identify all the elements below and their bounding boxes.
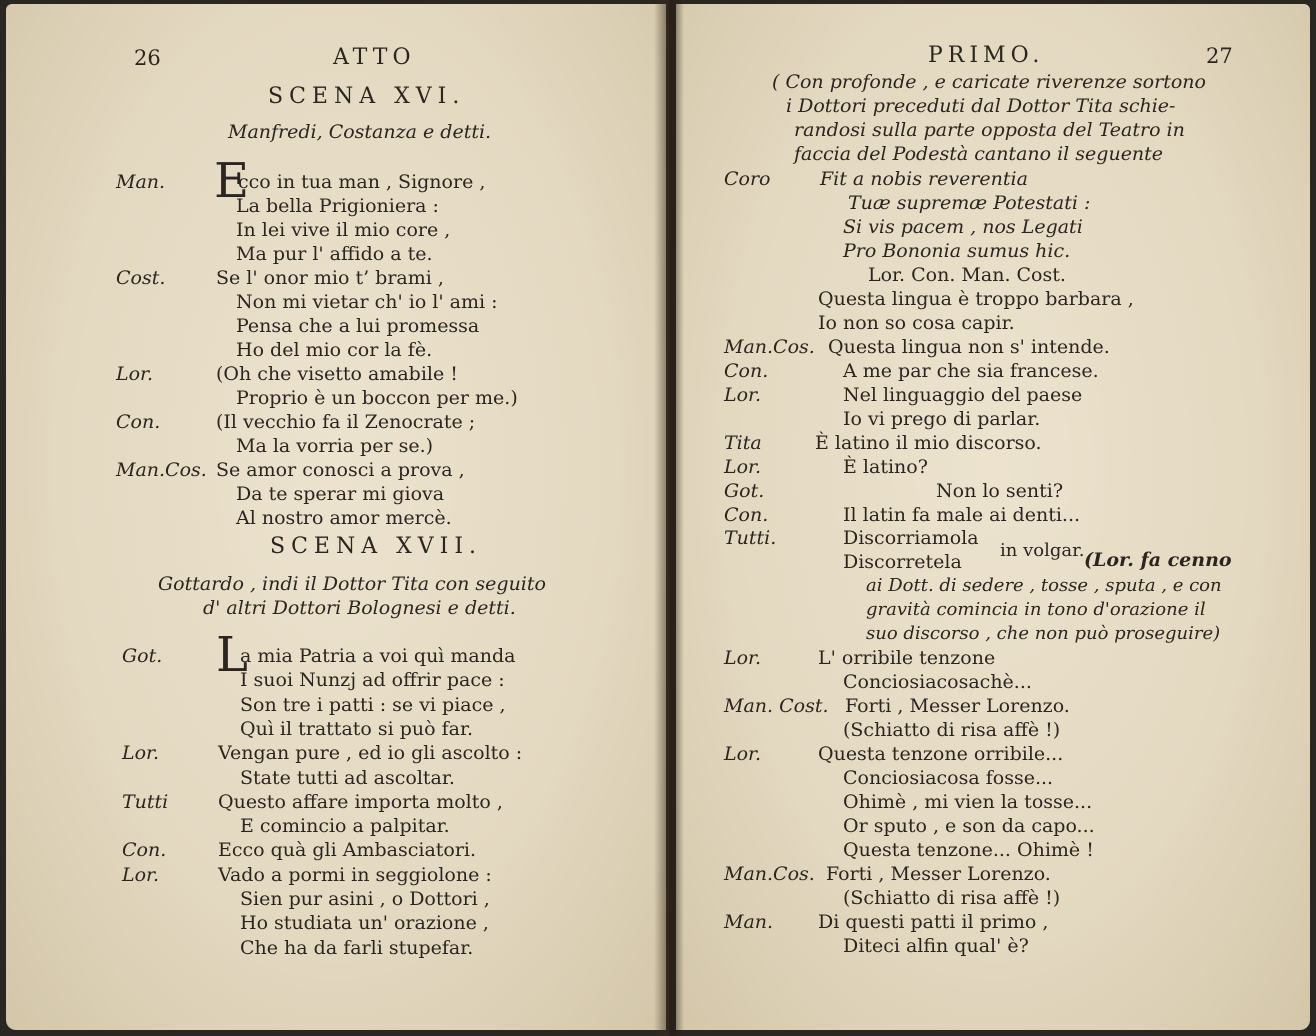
verse-line: Ecco quà gli Ambasciatori.: [218, 839, 477, 862]
tutti-line-1: Discorriamola: [843, 527, 979, 549]
verse-line: La bella Prigioniera :: [236, 195, 439, 217]
running-head-right: PRIMO.: [928, 43, 1045, 68]
speaker-label: Con.: [724, 360, 769, 382]
aside-speakers: Lor. Con. Man. Cost.: [868, 264, 1066, 286]
verse-line: E comincio a palpitar.: [240, 815, 450, 838]
speaker-label: Con.: [122, 839, 167, 862]
book-gutter: [654, 0, 684, 1036]
verse-line: Questa tenzone... Ohimè !: [843, 839, 1094, 861]
speaker-label: Lor.: [724, 647, 762, 669]
verse-line: Io vi prego di parlar.: [843, 408, 1041, 430]
speaker-label: Got.: [122, 645, 163, 667]
stage-direction-line: gravità comincia in tono d'orazione il: [866, 599, 1206, 620]
verse-line: Ma pur l' affido a te.: [236, 243, 433, 265]
verse-line: I suoi Nunzj ad offrir pace :: [240, 669, 505, 692]
speaker-label: Man.Cos.: [724, 863, 815, 885]
verse-line: Conciosiacosa fosse...: [843, 767, 1054, 789]
verse-line: Io non so cosa capir.: [818, 312, 1015, 334]
speaker-label: Lor.: [724, 743, 762, 765]
verse-line: Se amor conosci a prova ,: [216, 459, 465, 481]
scene-characters-xvi: Manfredi, Costanza e detti.: [228, 121, 492, 143]
verse-line: A me par che sia francese.: [843, 360, 1099, 382]
verse-line: Non mi vietar ch' io l' ami :: [236, 291, 498, 313]
verse-line: Questo affare importa molto ,: [218, 790, 503, 813]
latin-line: Tuæ supremæ Potestati :: [848, 192, 1091, 214]
speaker-tutti: Tutti.: [724, 527, 777, 549]
stage-direction-line: randosi sulla parte opposta del Teatro in: [794, 119, 1185, 141]
verse-line: Quì il trattato si può far.: [240, 717, 474, 740]
latin-line: Si vis pacem , nos Legati: [843, 216, 1083, 238]
stage-direction-line: faccia del Podestà cantano il seguente: [794, 143, 1164, 165]
verse-line: Ho del mio cor la fè.: [236, 339, 433, 361]
speaker-label: Con.: [724, 504, 769, 526]
stage-direction-line: i Dottori preceduti dal Dottor Tita schie-: [786, 95, 1176, 117]
speaker-label: Man.Cos.: [116, 459, 207, 481]
verse-line: Diteci alfin qual' è?: [843, 935, 1029, 957]
verse-line: Ma la vorria per se.): [236, 435, 434, 457]
verse-line: È latino?: [843, 456, 928, 478]
speaker-label: Got.: [724, 480, 765, 502]
page-number-left: 26: [134, 46, 161, 70]
drop-cap: L: [216, 627, 248, 683]
scene-title-xvi: SCENA XVI.: [268, 84, 466, 109]
tutti-line-2: Discorretela: [843, 551, 962, 573]
speaker-label: Lor.: [724, 384, 762, 406]
verse-line: cco in tua man , Signore ,: [238, 171, 486, 193]
verse-line: L' orribile tenzone: [818, 647, 996, 669]
speaker-label: Lor.: [122, 742, 160, 765]
verse-line: Vengan pure , ed io gli ascolto :: [218, 742, 523, 765]
speaker-label: Man.Cos.: [724, 336, 815, 358]
verse-line: Che ha da farli stupefar.: [240, 936, 474, 959]
verse-line: Nel linguaggio del paese: [843, 384, 1083, 406]
scene-characters-xvii-2: d' altri Dottori Bolognesi e detti.: [203, 597, 516, 619]
scene-characters-xvii-1: Gottardo , indi il Dottor Tita con seguito: [158, 573, 546, 595]
speaker-label: Lor.: [122, 863, 160, 886]
verse-line: Forti , Messer Lorenzo.: [845, 695, 1070, 717]
running-head-left: ATTO: [333, 45, 416, 70]
speaker-label: Tita: [724, 432, 762, 454]
verse-line: Da te sperar mi giova: [236, 483, 445, 505]
stage-direction-line: ai Dott. di sedere , tosse , sputa , e con: [866, 575, 1222, 596]
speaker-label: Tutti: [122, 790, 169, 813]
speaker-label: Man.: [724, 911, 774, 933]
verse-line: Questa lingua non s' intende.: [828, 336, 1110, 358]
stage-direction-line: ( Con profonde , e caricate riverenze sortono: [772, 71, 1206, 93]
speaker-label: Man.: [116, 171, 166, 193]
stage-direction-line: (Lor. fa cenno: [1084, 549, 1232, 571]
speaker-label: Con.: [116, 411, 161, 433]
verse-line: (Schiatto di risa affè !): [843, 887, 1061, 909]
verse-line: Forti , Messer Lorenzo.: [826, 863, 1051, 885]
verse-line: Questa tenzone orribile...: [818, 743, 1064, 765]
speaker-label: Coro: [724, 168, 771, 190]
verse-line: Proprio è un boccon per me.): [236, 387, 518, 409]
tutti-join: in volgar.: [1000, 540, 1085, 561]
verse-line: (Il vecchio fa il Zenocrate ;: [216, 411, 476, 433]
stage-direction-line: suo discorso , che non può proseguire): [866, 623, 1221, 644]
verse-line: Sien pur asini , o Dottori ,: [240, 888, 490, 910]
latin-line: Fit a nobis reverentia: [820, 168, 1028, 190]
verse-line: Non lo senti?: [936, 480, 1064, 502]
verse-line: (Schiatto di risa affè !): [843, 719, 1061, 741]
verse-line: Ohimè , mi vien la tosse...: [843, 791, 1093, 813]
speaker-label: Lor.: [724, 456, 762, 478]
verse-line: Pensa che a lui promessa: [236, 315, 480, 337]
verse-line: Ho studiata un' orazione ,: [240, 912, 489, 935]
page-number-right: 27: [1206, 44, 1233, 68]
verse-line: Vado a pormi in seggiolone :: [218, 863, 492, 886]
verse-line: (Oh che visetto amabile !: [216, 363, 458, 385]
verse-line: Se l' onor mio t’ brami ,: [216, 267, 444, 289]
verse-line: È latino il mio discorso.: [815, 432, 1042, 454]
verse-line: Al nostro amor mercè.: [236, 507, 452, 529]
drop-cap: E: [214, 153, 250, 209]
verse-line: In lei vive il mio core ,: [236, 219, 451, 241]
verse-line: State tutti ad ascoltar.: [240, 766, 455, 789]
verse-line: Il latin fa male ai denti...: [843, 504, 1081, 526]
latin-line: Pro Bononia sumus hic.: [843, 240, 1071, 262]
verse-line: Or sputo , e son da capo...: [843, 815, 1095, 837]
speaker-label: Man. Cost.: [724, 695, 829, 717]
verse-line: Di questi patti il primo ,: [818, 911, 1049, 933]
scene-title-xvii: SCENA XVII.: [270, 534, 483, 559]
verse-line: Questa lingua è troppo barbara ,: [818, 288, 1134, 310]
verse-line: Son tre i patti : se vi piace ,: [240, 693, 506, 716]
speaker-label: Cost.: [116, 267, 166, 289]
verse-line: a mia Patria a voi quì manda: [240, 645, 516, 667]
verse-line: Conciosiacosachè...: [843, 671, 1032, 693]
speaker-label: Lor.: [116, 363, 154, 385]
